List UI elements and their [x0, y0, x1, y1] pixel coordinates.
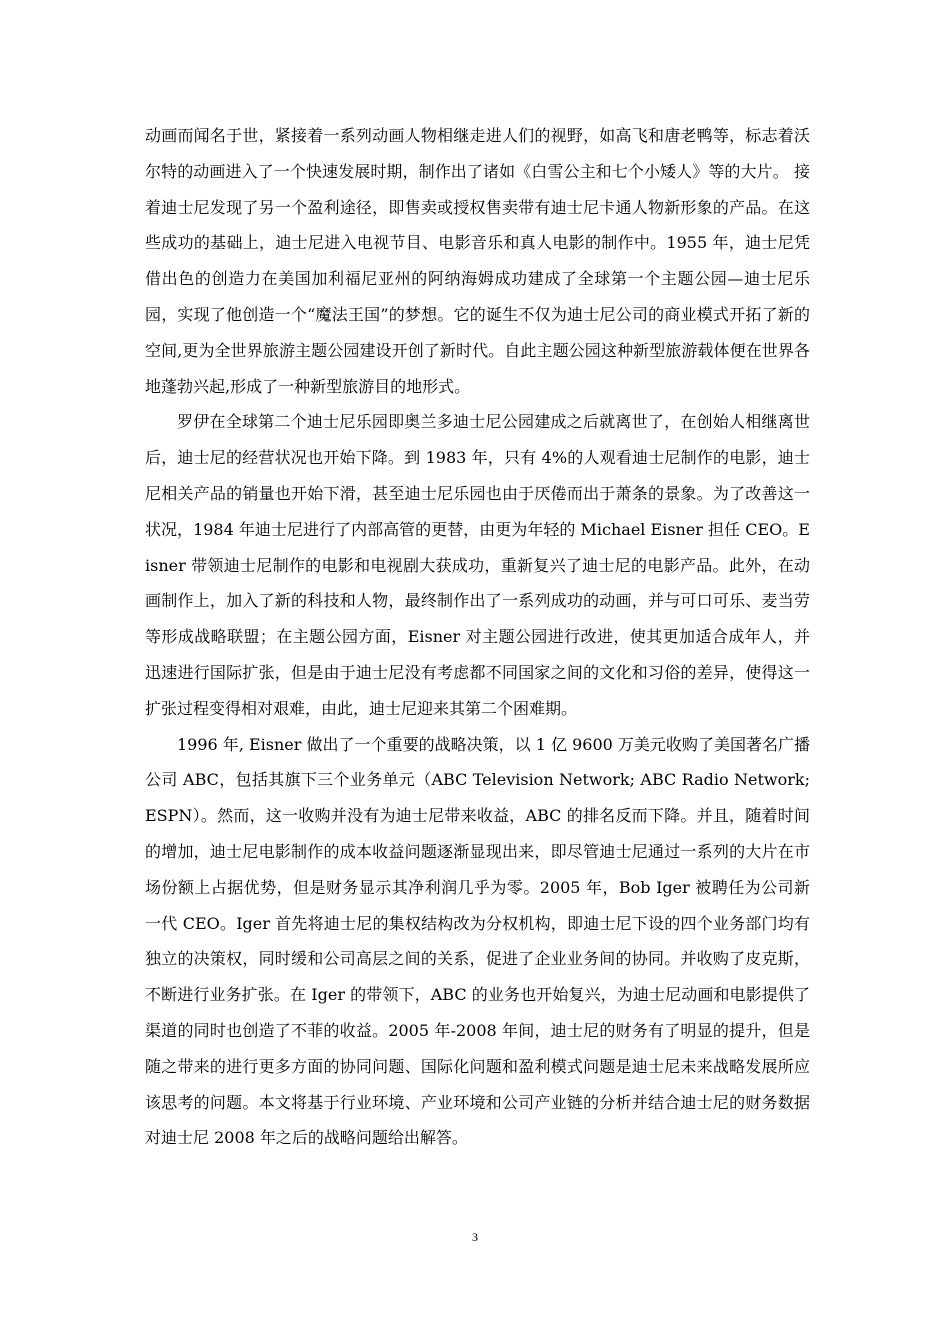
page-number: 3 — [472, 1230, 478, 1244]
paragraph-1: 动画而闻名于世，紧接着一系列动画人物相继走进人们的视野，如高飞和唐老鸭等，标志着沃尔特的动画进入了一个快速发展时期，制作出了诸如《白雪公主和七个小矮人》等的大片。 接着迪士尼发现了另一个盈利途径，即售卖或授权售卖带有迪士尼卡通人物新形象的产品。在这些成功的基础上，迪士尼进入电视节目、电影音乐和真人电影的制作中。1955 年，迪士尼凭借出色的创造力在美国加利福尼亚州的阿纳海姆成功建成了全球第一个主题公园—迪士尼乐园，实现了他创造一个“魔法王国”的梦想。它的诞生不仅为迪士尼公司的商业模式开拓了新的空间,更为全世界旅游主题公园建设开创了新时代。自此主题公园这种新型旅游载体便在世界各地蓬勃兴起,形成了一种新型旅游目的地形式。 — [145, 126, 810, 396]
paragraph-2: 罗伊在全球第二个迪士尼乐园即奥兰多迪士尼公园建成之后就离世了，在创始人相继离世后，迪士尼的经营状况也开始下降。到 1983 年，只有 4%的人观看迪士尼制作的电影，迪士尼相关产品的销量也开始下滑，甚至迪士尼乐园也由于厌倦而出于萧条的景象。为了改善这一状况，1984 年迪士尼进行了内部高管的更替，由更为年轻的 Michael Eisner 担任 CEO。Eisner 带领迪士尼制作的电影和电视剧大获成功，重新复兴了迪士尼的电影产品。此外，在动画制作上，加入了新的科技和人物，最终制作出了一系列成功的动画，并与可口可乐、麦当劳等形成战略联盟；在主题公园方面，Eisner 对主题公园进行改进，使其更加适合成年人，并迅速进行国际扩张，但是由于迪士尼没有考虑都不同国家之间的文化和习俗的差异，使得这一扩张过程变得相对艰难，由此，迪士尼迎来其第二个困难期。 — [145, 412, 810, 718]
document-body — [145, 118, 810, 1156]
paragraph-3: 1996 年, Eisner 做出了一个重要的战略决策，以 1 亿 9600 万美元收购了美国著名广播公司 ABC，包括其旗下三个业务单元（ABC Television Network; ABC Radio Network; ESPN）。然而，这一收购并没有为迪士尼带来收益，ABC 的排名反而下降。并且，随着时间的增加，迪士尼电影制作的成本收益问题逐渐显现出来，即尽管迪士尼通过一系列的大片在市场份额上占据优势，但是财务显示其净利润几乎为零。2005 年，Bob Iger 被聘任为公司新一代 CEO。Iger 首先将迪士尼的集权结构改为分权机构，即迪士尼下设的四个业务部门均有独立的决策权，同时缓和公司高层之间的关系，促进了企业业务间的协同。并收购了皮克斯，不断进行业务扩张。在 Iger 的带领下，ABC 的业务也开始复兴，为迪士尼动画和电影提供了渠道的同时也创造了不菲的收益。2005 年-2008 年间，迪士尼的财务有了明显的提升，但是随之带来的进行更多方面的协同问题、国际化问题和盈利模式问题是迪士尼未来战略发展所应该思考的问题。本文将基于行业环境、产业环境和公司产业链的分析并结合迪士尼的财务数据对迪士尼 2008 年之后的战略问题给出解答。 — [145, 734, 810, 1148]
